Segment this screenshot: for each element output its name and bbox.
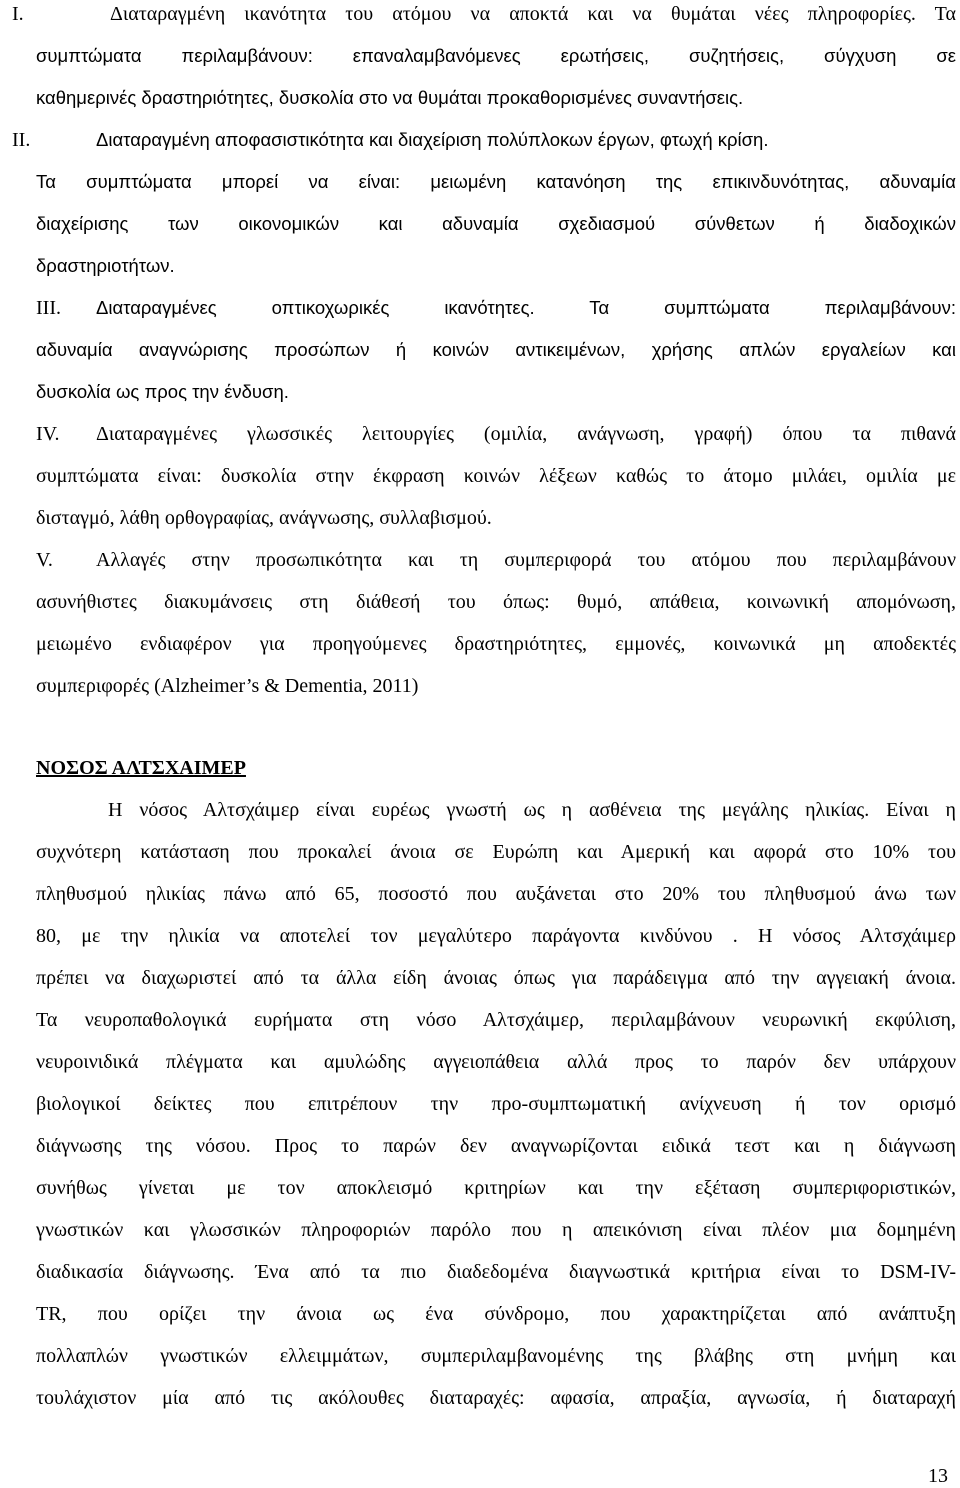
paragraph-line: τουλάχιστον μία από τις ακόλουθες διαταραχές: αφασία, απραξία, αγνωσία, ή διαταραχή xyxy=(36,1387,956,1409)
paragraph-line: πρέπει να διαχωριστεί από τα άλλα είδη άνοιας όπως για παράδειγμα από την αγγειακή άνοια. xyxy=(36,967,956,989)
list-item-line: συμπτώματα είναι: δυσκολία στην έκφραση κοινών λέξεων καθώς το άτομο μιλάει, ομιλία με xyxy=(36,465,956,487)
list-item-line: δισταγμό, λάθη ορθογραφίας, ανάγνωσης, συλλαβισμού. xyxy=(36,507,492,529)
list-item-line: διαχείρισης των οικονομικών και αδυναμία σχεδιασμού σύνθετων ή διαδοχικών xyxy=(36,213,956,234)
paragraph-line: 80, με την ηλικία να αποτελεί τον μεγαλύτερο παράγοντα κινδύνου . Η νόσος Αλτσχάιμερ xyxy=(36,925,956,947)
paragraph-line: Τα νευροπαθολογικά ευρήματα στη νόσο Αλτσχάιμερ, περιλαμβάνουν νευρωνική εκφύλιση, xyxy=(36,1009,956,1031)
list-item-line: δραστηριοτήτων. xyxy=(36,255,175,276)
list-numeral: V. xyxy=(36,549,53,571)
list-numeral: III. xyxy=(36,297,61,319)
list-item-line: συμπτώματα περιλαμβάνουν: επαναλαμβανόμενες ερωτήσεις, συζητήσεις, σύγχυση σε xyxy=(36,45,956,66)
list-item-line: Διαταραγμένη αποφασιστικότητα και διαχείριση πολύπλοκων έργων, φτωχή κρίση. xyxy=(96,129,769,150)
paragraph-line: Η νόσος Αλτσχάιμερ είναι ευρέως γνωστή ως η ασθένεια της μεγάλης ηλικίας. Είναι η xyxy=(108,799,956,821)
paragraph-line: γνωστικών και γλωσσικών πληροφοριών παρόλο που η απεικόνιση είναι πλέον μια δομημένη xyxy=(36,1219,956,1241)
paragraph-line: πληθυσμού ηλικίας πάνω από 65, ποσοστό που αυξάνεται στο 20% του πληθυσμού άνω των xyxy=(36,883,956,905)
list-item-line: καθημερινές δραστηριότητες, δυσκολία στο να θυμάται προκαθορισμένες συναντήσεις. xyxy=(36,87,744,108)
paragraph-line: βιολογικοί δείκτες που επιτρέπουν την προ-συμπτωματική ανίχνευση ή τον ορισμό xyxy=(36,1093,956,1115)
list-item-line: συμπεριφορές (Alzheimer’s & Dementia, 2011) xyxy=(36,675,419,697)
list-item-line: δυσκολία ως προς την ένδυση. xyxy=(36,381,289,402)
list-numeral: I. xyxy=(12,3,24,25)
list-numeral: IV. xyxy=(36,423,60,445)
list-item-line: μειωμένο ενδιαφέρον για προηγούμενες δραστηριότητες, εμμονές, κοινωνικά μη αποδεκτές xyxy=(36,633,956,655)
list-numeral: II. xyxy=(12,129,31,151)
list-item-line: Τα συμπτώματα μπορεί να είναι: μειωμένη κατανόηση της επικινδυνότητας, αδυναμία xyxy=(36,171,956,192)
paragraph-line: TR, που ορίζει την άνοια ως ένα σύνδρομο, που χαρακτηρίζεται από ανάπτυξη xyxy=(36,1303,956,1325)
section-heading: ΝΟΣΟΣ ΑΛΤΣΧΑΙΜΕΡ xyxy=(36,757,246,779)
paragraph-line: συχνότερη κατάσταση που προκαλεί άνοια σε Ευρώπη και Αμερική και αφορά στο 10% του xyxy=(36,841,956,863)
page-number: 13 xyxy=(928,1465,948,1487)
paragraph-line: συνήθως γίνεται με τον αποκλεισμό κριτηρίων και την εξέταση συμπεριφοριστικών, xyxy=(36,1177,956,1199)
list-item-line: Διαταραγμένες οπτικοχωρικές ικανότητες. Τα συμπτώματα περιλαμβάνουν: xyxy=(96,297,956,318)
list-item-line: Αλλαγές στην προσωπικότητα και τη συμπεριφορά του ατόμου που περιλαμβάνουν xyxy=(96,549,956,571)
paragraph-line: διάγνωσης της νόσου. Προς το παρών δεν αναγνωρίζονται ειδικά τεστ και η διάγνωση xyxy=(36,1135,956,1157)
list-item-line: αδυναμία αναγνώρισης προσώπων ή κοινών αντικειμένων, χρήσης απλών εργαλείων και xyxy=(36,339,956,360)
paragraph-line: διαδικασία διάγνωσης. Ένα από τα πιο διαδεδομένα διαγνωστικά κριτήρια είναι το DSM-IV- xyxy=(36,1261,956,1283)
paragraph-line: νευροινιδικά πλέγματα και αμυλώδης αγγειοπάθεια αλλά προς το παρόν δεν υπάρχουν xyxy=(36,1051,956,1073)
paragraph-line: πολλαπλών γνωστικών ελλειμμάτων, συμπεριλαμβανομένης της βλάβης στη μνήμη και xyxy=(36,1345,956,1367)
list-item-line: Διαταραγμένες γλωσσικές λειτουργίες (ομιλία, ανάγνωση, γραφή) όπου τα πιθανά xyxy=(96,423,956,445)
list-item-line: ασυνήθιστες διακυμάνσεις στη διάθεσή του όπως: θυμό, απάθεια, κοινωνική απομόνωση, xyxy=(36,591,956,613)
list-item-line: Διαταραγμένη ικανότητα του ατόμου να αποκτά και να θυμάται νέες πληροφορίες. Τα xyxy=(110,3,956,25)
